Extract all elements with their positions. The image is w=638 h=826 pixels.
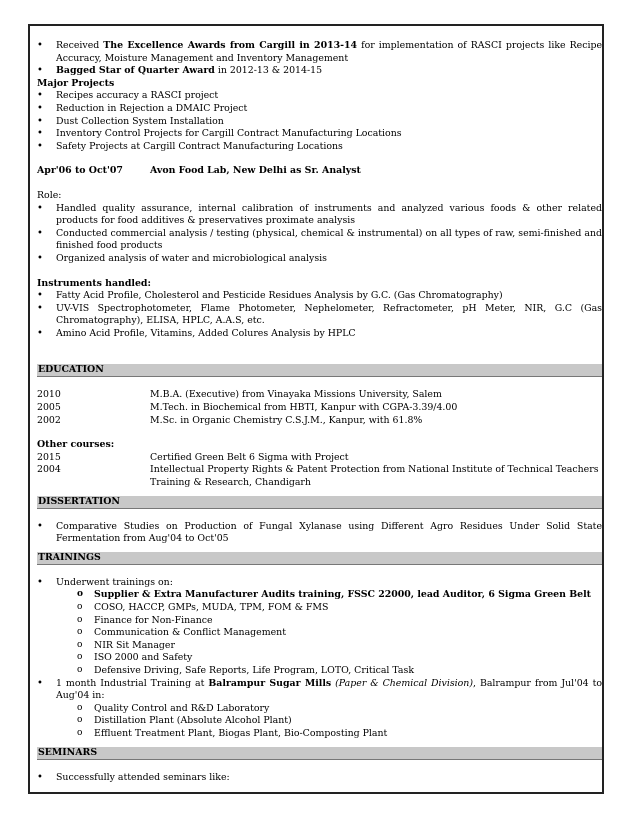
list-item: • Handled quality assurance, internal calibration of instruments and analyzed various foods & other related products for food additives & preservatives proximate analysis [37,203,602,228]
list-item: • UV-VIS Spectrophotometer, Flame Photometer, Nephelometer, Refractometer, pH Meter, NIR, G.C (Gas Chromatography), ELISA, HPLC, A.A.S, etc. [37,303,602,328]
sub-list-item: o Finance for Non-Finance [56,615,602,628]
major-projects-heading: Major Projects [37,77,115,89]
list-item: • Underwent trainings on: o Supplier & Extra Manufacturer Audits training, FSSC 22000, lead Auditor, 6 Sigma Green Belt o COSO, HACCP, GMPs, MUDA, TPM, FOM & FMS o Finance for Non-Finance o Communication & Conflict Management o NIR Sit Manager o ISO 2000 and Safety o Defensive Driving, Safe Reports, Life Program, LOTO, Critical Task [37,577,602,678]
industrial-sublist [56,703,602,741]
sub-list-item: o Distillation Plant (Absolute Alcohol Plant) [56,715,602,728]
dissertation-section-header: DISSERTATION [37,496,602,509]
list-item: • Recipes accuracy a RASCI project [37,90,602,103]
list-item: • Safety Projects at Cargill Contract Manufacturing Locations [37,141,602,154]
list-item: • Inventory Control Projects for Cargill Contract Manufacturing Locations [37,128,602,141]
list-item: • Fatty Acid Profile, Cholesterol and Pesticide Residues Analysis by G.C. (Gas Chromatography) [37,290,602,303]
training-sublist [56,589,602,677]
education-row: 2010 M.B.A. (Executive) from Vinayaka Missions University, Salem [37,389,442,401]
course-row: 2004 Intellectual Property Rights & Patent Protection from National Institute of Technical Teachers Training & Research, Chandigarh [37,464,599,489]
sub-list-item: o COSO, HACCP, GMPs, MUDA, TPM, FOM & FMS [56,602,602,615]
list-item: • Bagged Star of Quarter Award in 2012-13 & 2014-15 [37,65,602,78]
seminars-section-header: SEMINARS [37,747,602,760]
resume-page [37,40,602,784]
education-row: 2002 M.Sc. in Organic Chemistry C.S.J.M., Kanpur, with 61.8% [37,414,423,426]
instruments-list [37,290,602,340]
sub-list-item: o Effluent Treatment Plant, Biogas Plant, Bio-Composting Plant [56,728,602,741]
major-projects-list [37,90,602,153]
trainings-section-header: TRAININGS [37,552,602,565]
trainings-list [37,577,602,741]
sub-list-item: o Quality Control and R&D Laboratory [56,703,602,716]
instruments-heading: Instruments handled: [37,277,151,289]
sub-list-item: o Supplier & Extra Manufacturer Audits training, FSSC 22000, lead Auditor, 6 Sigma Green Belt [56,589,602,602]
other-courses-heading: Other courses: [37,439,115,451]
list-item: • 1 month Industrial Training at Balrampur Sugar Mills (Paper & Chemical Division), Balrampur from Jul'04 to Aug'04 in: o Quality Control and R&D Laboratory o Distillation Plant (Absolute Alcohol Plant) o Effluent Treatment Plant, Biogas Plant, Bio-Composting Plant [37,678,602,741]
course-row: 2015 Certified Green Belt 6 Sigma with Project [37,451,349,463]
roles-list [37,203,602,266]
job-title: Avon Food Lab, New Delhi as Sr. Analyst [150,165,361,177]
list-item: • Successfully attended seminars like: [37,772,602,785]
job-dates: Apr'06 to Oct'07 [37,165,123,177]
list-item: • Dust Collection System Installation [37,116,602,129]
role-label: Role: [37,189,62,201]
dissertation-list [37,521,602,546]
list-item: • Reduction in Rejection a DMAIC Project [37,103,602,116]
job-header [37,165,602,178]
awards-list [37,40,602,78]
education-row: 2005 M.Tech. in Biochemical from HBTI, Kanpur with CGPA-3.39/4.00 [37,402,458,414]
list-item: • Comparative Studies on Production of Fungal Xylanase using Different Agro Residues Under Solid State Fermentation from Aug'04 to Oct'05 [37,521,602,546]
list-item: • Received The Excellence Awards from Cargill in 2013-14 for implementation of RASCI projects like Recipe Accuracy, Moisture Management and Inventory Management [37,40,602,65]
education-section-header: EDUCATION [37,364,602,377]
sub-list-item: o ISO 2000 and Safety [56,652,602,665]
list-item: • Conducted commercial analysis / testing (physical, chemical & instrumental) on all types of raw, semi-finished and finished food products [37,228,602,253]
list-item: • Amino Acid Profile, Vitamins, Added Colures Analysis by HPLC [37,328,602,341]
list-item: • Organized analysis of water and microbiological analysis [37,253,602,266]
sub-list-item: o Communication & Conflict Management [56,627,602,640]
sub-list-item: o Defensive Driving, Safe Reports, Life Program, LOTO, Critical Task [56,665,602,678]
seminars-list [37,772,602,785]
sub-list-item: o NIR Sit Manager [56,640,602,653]
